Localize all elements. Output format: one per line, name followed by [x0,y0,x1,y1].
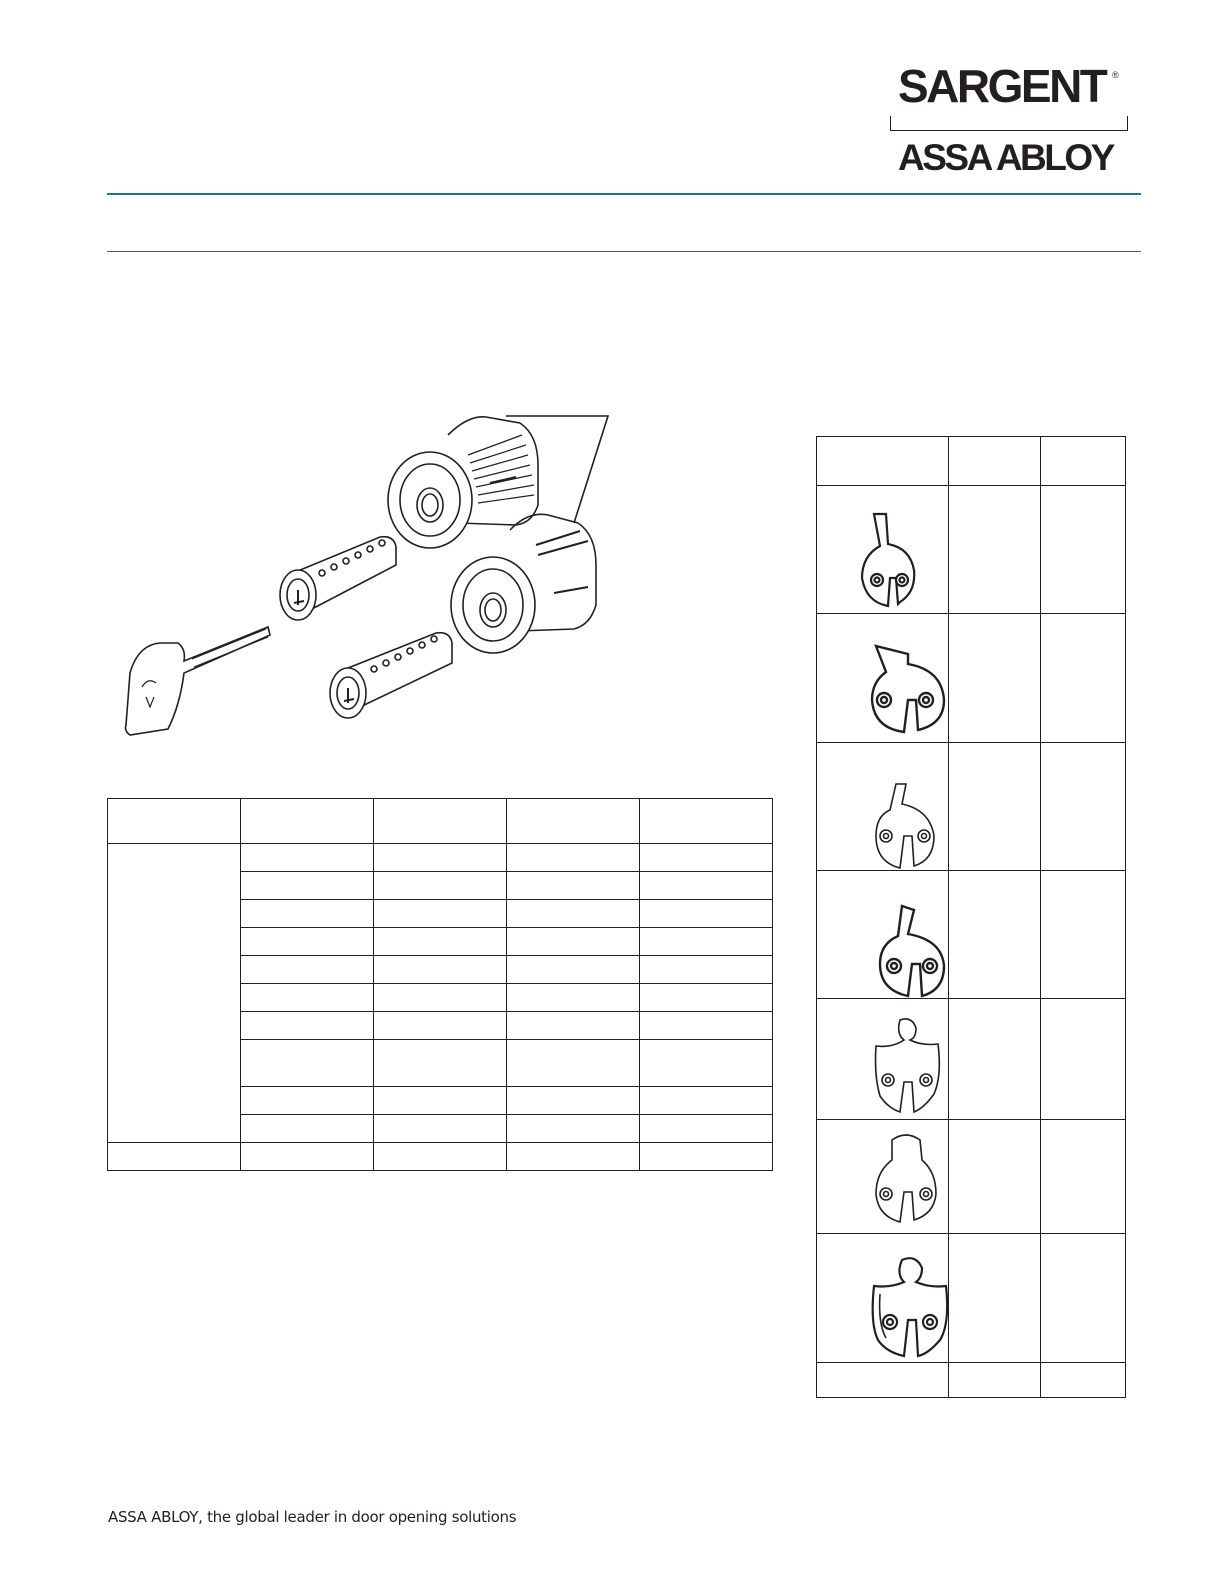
table-cell [506,1039,640,1087]
table-cell [506,1011,640,1040]
table-border [816,1119,1126,1120]
table-row [107,1142,241,1171]
cam-6-icon [872,1132,942,1226]
leader-lines [506,416,608,523]
table-border [816,436,817,1398]
table-row [639,1142,773,1171]
cylinder-core-icon [330,633,452,718]
cam-2-icon [868,642,952,734]
product-illustration [118,405,638,745]
table-border [816,1397,1126,1398]
table-cell [373,1114,507,1143]
table-cell [639,1011,773,1040]
logo-bracket [890,116,1128,131]
brand-name: SARGENT [898,60,1106,112]
registered-mark: ® [1112,70,1119,80]
table-cell [506,871,640,900]
cam-1-icon [860,512,924,608]
table-header-cell [107,798,241,844]
cam-3-icon [872,780,942,872]
footer-tagline: ASSA ABLOY, the global leader in door opening solutions [108,1508,517,1526]
table-cell [506,899,640,928]
cylinder-core-icon [280,537,396,620]
table-header-cell [506,798,640,844]
parent-brand: ASSA ABLOY [898,137,1113,178]
table-cell [639,1114,773,1143]
table-header-cell [639,798,773,844]
table-cell [506,955,640,984]
table-cell [639,927,773,956]
table-cell [240,843,374,872]
mortise-cylinder-housing-icon [388,417,538,548]
cylinder-table [107,798,773,1171]
table-cell [373,1039,507,1087]
table-border [816,613,1126,614]
table-cell [240,955,374,984]
table-cell [240,1039,374,1087]
table-row [240,1142,374,1171]
table-border [816,1362,1126,1363]
table-row [506,1142,640,1171]
table-cell [506,843,640,872]
table-cell [373,1011,507,1040]
cam-7-icon [868,1254,952,1360]
table-cell [639,983,773,1012]
table-cell [639,871,773,900]
table-cell [240,899,374,928]
rim-cylinder-housing-icon [451,514,596,653]
table-cell [373,983,507,1012]
table-border [816,998,1126,999]
table-cell [639,1039,773,1087]
table-border [816,1233,1126,1234]
table-header-cell [240,798,374,844]
table-cell [506,983,640,1012]
table-cell [240,1011,374,1040]
table-cell [240,927,374,956]
table-border [816,742,1126,743]
table-border [816,436,1126,437]
brand-logo [886,60,1130,184]
header-rule [107,193,1141,195]
table-cell [240,871,374,900]
table-cell [506,1086,640,1115]
table-cell [639,955,773,984]
cam-table [816,436,1126,1398]
table-border [816,485,1126,486]
table-cell [373,843,507,872]
key-icon [126,627,271,735]
table-cell [373,927,507,956]
table-border [816,870,1126,871]
table-cell [639,899,773,928]
table-border [1040,436,1041,1398]
table-cell [639,843,773,872]
table-header-cell [373,798,507,844]
table-cell [373,871,507,900]
table-cell [240,983,374,1012]
table-border [1125,436,1126,1398]
table-cell [373,1086,507,1115]
table-cell [240,1086,374,1115]
table-cell [506,927,640,956]
table-cell [373,955,507,984]
title-rule [107,251,1141,252]
table-cell [240,1114,374,1143]
table-cell [506,1114,640,1143]
table-row [373,1142,507,1171]
table-cell [373,899,507,928]
table-cell [639,1086,773,1115]
table-group-cell [107,843,241,1143]
cam-5-icon [872,1016,944,1116]
cam-4-icon [876,904,952,1000]
